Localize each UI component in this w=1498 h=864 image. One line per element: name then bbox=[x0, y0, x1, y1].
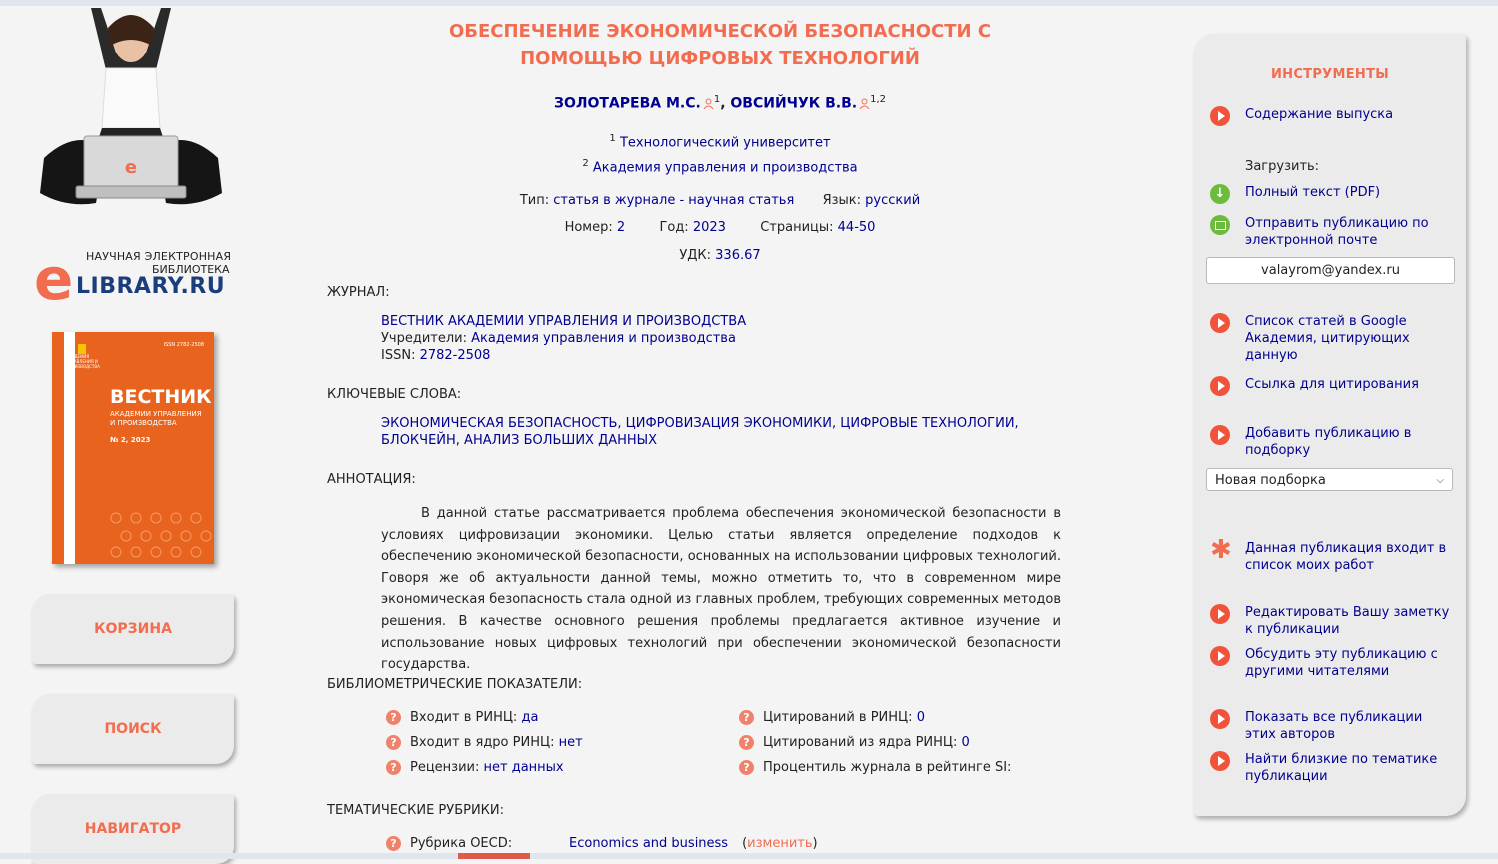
rubric-oecd bbox=[386, 836, 818, 851]
rinc-label: Входит в РИНЦ: bbox=[410, 710, 518, 725]
bottom-accent bbox=[458, 853, 530, 859]
help-icon[interactable]: ? bbox=[386, 836, 401, 851]
chevron-down-icon: ⌵ bbox=[1436, 475, 1444, 486]
tool-contents[interactable] bbox=[1210, 106, 1460, 126]
mail-icon bbox=[1210, 215, 1230, 235]
affil1-num: 1 bbox=[609, 133, 616, 144]
journal-heading: ЖУРНАЛ: bbox=[327, 285, 390, 300]
founders-label: Учредители: bbox=[381, 331, 467, 346]
help-icon[interactable]: ? bbox=[739, 710, 754, 725]
svg-text:e: e bbox=[124, 157, 138, 178]
cover-publisher: АКАДЕМИЯ УПРАВЛЕНИЯ И ПРОИЗВОДСТВА bbox=[66, 354, 100, 369]
hero-illustration bbox=[36, 8, 226, 216]
tool-discuss-label: Обсудить эту публикацию с другими читателями bbox=[1245, 647, 1438, 679]
tool-my-works-label: Данная публикация входит в список моих работ bbox=[1245, 541, 1447, 573]
issn-value: 2782-2508 bbox=[419, 348, 491, 363]
type-label: Тип: bbox=[519, 193, 550, 208]
tool-find-similar-label: Найти близкие по тематике публикации bbox=[1245, 752, 1438, 784]
meta-issue-line bbox=[410, 220, 1030, 235]
udk-label: УДК: bbox=[679, 248, 712, 263]
tool-scholar[interactable] bbox=[1210, 313, 1460, 364]
oecd-value[interactable]: Economics and business bbox=[569, 836, 729, 851]
asterisk-icon: ✱ bbox=[1210, 535, 1232, 565]
cover-issue: № 2, 2023 bbox=[110, 436, 151, 444]
affil1-link[interactable]: Технологический университет bbox=[619, 135, 831, 151]
type-value: статья в журнале - научная статья bbox=[553, 193, 795, 208]
affiliations bbox=[410, 128, 1030, 179]
cover-crest-icon bbox=[78, 344, 86, 354]
lang-value: русский bbox=[865, 193, 921, 208]
search-button[interactable] bbox=[32, 694, 234, 764]
tools-heading: ИНСТРУМЕНТЫ bbox=[1270, 67, 1390, 82]
annotation-text: В данной статье рассматривается проблема обеспечения экономической безопасности в условиях цифровизации экономики. Целью статьи является определение подходов к обеспечению экономической безопасности, основанных на использовании цифровых технологий. Говоря же об актуальности данной темы, можно отметить то, что в современном мире экономическая безопасность стала одной из главных проблем, требующих современных методов решения. В качестве основного решения проблемы предлагается активное изучение и использование новых цифровых технологий при обеспечении экономической безопасности государства. bbox=[381, 506, 1061, 673]
citcore-label: Цитирований из ядра РИНЦ: bbox=[763, 735, 958, 750]
biblio-review bbox=[386, 760, 564, 775]
tool-cite-label: Ссылка для цитирования bbox=[1245, 377, 1419, 392]
left-column bbox=[0, 0, 300, 859]
search-button-label: ПОИСК bbox=[104, 721, 162, 737]
download-label: Загрузить: bbox=[1245, 159, 1320, 174]
help-icon[interactable]: ? bbox=[386, 710, 401, 725]
help-icon[interactable]: ? bbox=[386, 735, 401, 750]
play-arrow-icon bbox=[1210, 646, 1230, 666]
bottom-bar bbox=[0, 853, 1498, 859]
tool-edit-note-label: Редактировать Вашу заметку к публикации bbox=[1245, 605, 1450, 637]
cart-button[interactable] bbox=[32, 594, 234, 664]
founders-link[interactable]: Академия управления и производства bbox=[471, 331, 736, 346]
num-label: Номер: bbox=[564, 220, 613, 235]
person-icon[interactable] bbox=[703, 98, 714, 109]
tool-my-works[interactable] bbox=[1210, 535, 1460, 574]
play-arrow-icon bbox=[1210, 751, 1230, 771]
citcore-value[interactable]: 0 bbox=[961, 735, 970, 750]
main-content bbox=[310, 0, 1180, 859]
cit-value[interactable]: 0 bbox=[916, 710, 925, 725]
biblio-percentile bbox=[739, 760, 1011, 775]
cover-subtitle: АКАДЕМИИ УПРАВЛЕНИЯ И ПРОИЗВОДСТВА bbox=[110, 410, 202, 427]
tool-discuss[interactable] bbox=[1210, 646, 1460, 680]
download-icon: ↓ bbox=[1210, 184, 1230, 204]
keywords-line1[interactable]: ЭКОНОМИЧЕСКАЯ БЕЗОПАСНОСТЬ, ЦИФРОВИЗАЦИЯ ЭКОНОМИКИ, ЦИФРОВЫЕ ТЕХНОЛОГИИ, bbox=[381, 416, 1019, 431]
author-link-1[interactable]: ЗОЛОТАРЕВА М.С. bbox=[554, 95, 701, 112]
cover-issn: ISSN 2782-2508 bbox=[163, 342, 204, 348]
rubrics-heading: ТЕМАТИЧЕСКИЕ РУБРИКИ: bbox=[327, 803, 505, 818]
person-icon[interactable] bbox=[859, 98, 870, 109]
cit-label: Цитирований в РИНЦ: bbox=[763, 710, 913, 725]
tools-panel bbox=[1194, 34, 1466, 816]
play-arrow-icon bbox=[1210, 106, 1230, 126]
oecd-label: Рубрика OECD: bbox=[410, 836, 513, 851]
change-open: ( bbox=[742, 836, 748, 851]
meta-udk bbox=[410, 248, 1030, 263]
udk-value: 336.67 bbox=[715, 248, 761, 263]
logo-line1: НАУЧНАЯ ЭЛЕКТРОННАЯ bbox=[86, 250, 232, 263]
play-arrow-icon bbox=[1210, 709, 1230, 729]
percentile-label: Процентиль журнала в рейтинге SI: bbox=[763, 760, 1012, 775]
tool-add-collection-label: Добавить публикацию в подборку bbox=[1245, 426, 1412, 458]
tool-contents-label: Содержание выпуска bbox=[1245, 107, 1394, 122]
cover-title: ВЕСТНИК bbox=[110, 386, 212, 408]
tool-send-email[interactable] bbox=[1210, 215, 1460, 249]
tool-fulltext[interactable] bbox=[1210, 184, 1460, 204]
article-title: ОБЕСПЕЧЕНИЕ ЭКОНОМИЧЕСКОЙ БЕЗОПАСНОСТИ С ПОМОЩЬЮ ЦИФРОВЫХ ТЕХНОЛОГИЙ bbox=[448, 21, 992, 69]
help-icon[interactable]: ? bbox=[739, 760, 754, 775]
pages-label: Страницы: bbox=[760, 220, 834, 235]
play-arrow-icon bbox=[1210, 425, 1230, 445]
num-value[interactable]: 2 bbox=[616, 220, 626, 235]
review-label: Рецензии: bbox=[410, 760, 480, 775]
tool-cite[interactable] bbox=[1210, 376, 1460, 396]
navigator-button-label: НАВИГАТОР bbox=[84, 821, 182, 837]
biblio-core bbox=[386, 735, 583, 750]
lang-label: Язык: bbox=[822, 193, 862, 208]
year-label: Год: bbox=[659, 220, 689, 235]
journal-link[interactable]: ВЕСТНИК АКАДЕМИИ УПРАВЛЕНИЯ И ПРОИЗВОДСТВА bbox=[381, 314, 747, 329]
affil2-link[interactable]: Академия управления и производства bbox=[592, 160, 858, 176]
play-arrow-icon bbox=[1210, 604, 1230, 624]
cover-pattern bbox=[108, 508, 212, 558]
issn-label: ISSN: bbox=[381, 348, 416, 363]
authors-line: ЗОЛОТАРЕВА М.С. $^1$, ОВСИЙЧУК В.В. $^{1,2}$ bbox=[554, 94, 886, 112]
biblio-rinc bbox=[386, 710, 538, 725]
tool-send-email-label: Отправить публикацию по электронной почте bbox=[1245, 216, 1429, 248]
tool-show-all[interactable] bbox=[1210, 709, 1460, 743]
tool-find-similar[interactable] bbox=[1210, 751, 1460, 785]
play-arrow-icon bbox=[1210, 376, 1230, 396]
journal-cover[interactable] bbox=[52, 332, 214, 564]
author-link-2[interactable]: ОВСИЙЧУК В.В. bbox=[730, 95, 858, 112]
change-link[interactable]: изменить bbox=[747, 836, 813, 851]
meta-type-lang bbox=[410, 193, 1030, 208]
biblio-heading: БИБЛИОМЕТРИЧЕСКИЕ ПОКАЗАТЕЛИ: bbox=[327, 677, 583, 692]
core-value[interactable]: нет bbox=[558, 735, 583, 750]
core-label: Входит в ядро РИНЦ: bbox=[410, 735, 555, 750]
logo-letter: e bbox=[34, 245, 74, 313]
play-arrow-icon bbox=[1210, 313, 1230, 333]
author1-affil-sup: 1 bbox=[713, 94, 721, 105]
author2-affil-sup: 1,2 bbox=[870, 94, 886, 105]
elibrary-logo[interactable] bbox=[34, 245, 234, 313]
keywords-block bbox=[381, 415, 1019, 449]
rinc-value[interactable]: да bbox=[521, 710, 539, 725]
logo-line2: БИБЛИОТЕКА bbox=[152, 263, 230, 276]
help-icon[interactable]: ? bbox=[739, 735, 754, 750]
biblio-core-citations bbox=[739, 735, 970, 750]
collection-select[interactable] bbox=[1206, 468, 1453, 491]
collection-select-value: Новая подборка bbox=[1215, 473, 1326, 488]
logo-brand: LIBRARY.RU bbox=[76, 274, 226, 299]
help-icon[interactable]: ? bbox=[386, 760, 401, 775]
year-value: 2023 bbox=[692, 220, 726, 235]
pages-value: 44-50 bbox=[837, 220, 876, 235]
tool-fulltext-label: Полный текст (PDF) bbox=[1245, 185, 1381, 200]
tool-scholar-label: Список статей в Google Академия, цитирующих данную bbox=[1245, 314, 1410, 363]
journal-block bbox=[381, 313, 746, 364]
keywords-line2[interactable]: БЛОКЧЕЙН, АНАЛИЗ БОЛЬШИХ ДАННЫХ bbox=[381, 433, 658, 448]
keywords-heading: КЛЮЧЕВЫЕ СЛОВА: bbox=[327, 387, 462, 402]
tool-add-collection[interactable] bbox=[1210, 425, 1460, 459]
annotation-heading: АННОТАЦИЯ: bbox=[327, 472, 416, 487]
email-input[interactable]: valayrom@yandex.ru bbox=[1206, 257, 1455, 284]
tool-edit-note[interactable] bbox=[1210, 604, 1460, 638]
cart-button-label: КОРЗИНА bbox=[94, 621, 172, 637]
change-close: ) bbox=[812, 836, 818, 851]
review-value[interactable]: нет данных bbox=[483, 760, 564, 775]
tool-show-all-label: Показать все публикации этих авторов bbox=[1245, 710, 1423, 742]
biblio-citations bbox=[739, 710, 925, 725]
affil2-num: 2 bbox=[582, 158, 589, 170]
